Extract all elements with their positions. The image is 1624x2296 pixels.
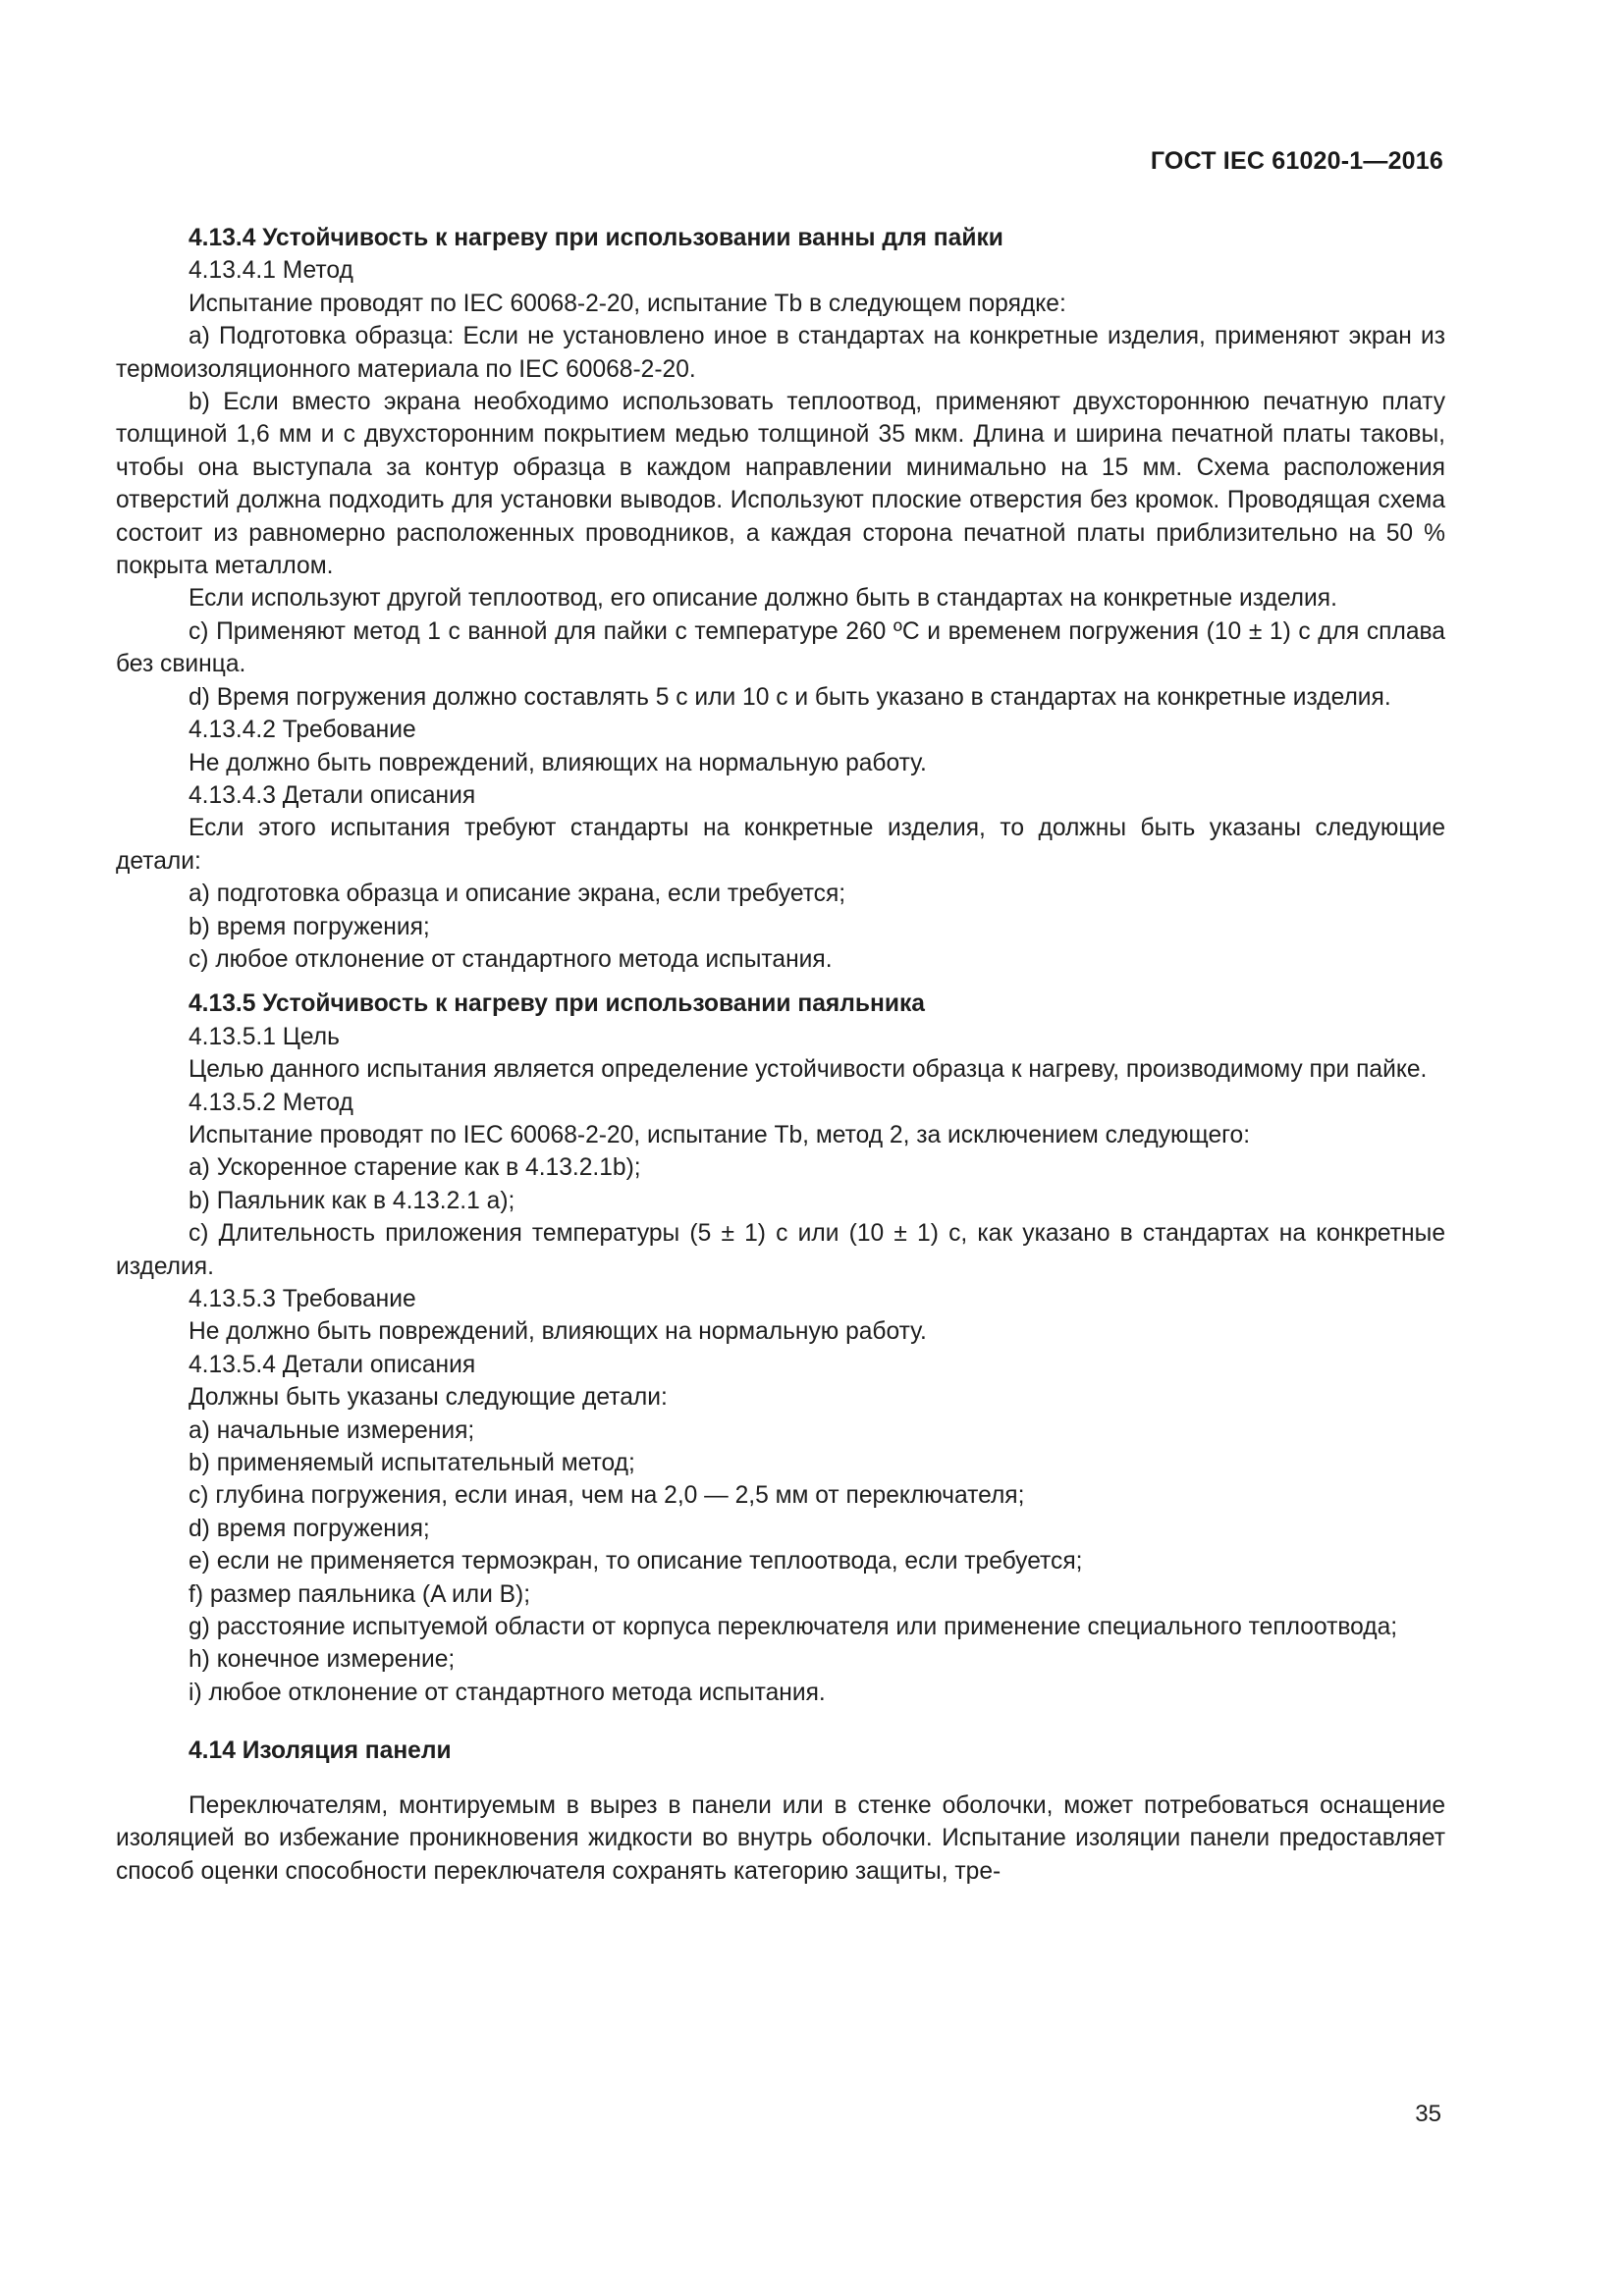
heading-4-14: 4.14 Изоляция панели	[189, 1737, 452, 1765]
paragraph: Испытание проводят по IEC 60068-2-20, испытание Tb, метод 2, за исключением следующего:	[189, 1121, 1251, 1148]
list-item: c) Длительность приложения температуры (5 ± 1) с или (10 ± 1) с, как указано в стандартах на конкретные изделия.	[116, 1220, 1445, 1280]
list-item: c) любое отклонение от стандартного метода испытания.	[189, 945, 833, 973]
clause-4-13-5-2: 4.13.5.2 Метод	[189, 1089, 353, 1116]
paragraph: Должны быть указаны следующие детали:	[189, 1384, 668, 1412]
clause-4-13-5-3: 4.13.5.3 Требование	[189, 1286, 416, 1312]
list-item: a) подготовка образца и описание экрана, если требуется;	[189, 881, 846, 908]
heading-4-13-4: 4.13.4 Устойчивость к нагреву при использовании ванны для пайки	[189, 225, 1003, 251]
page-number: 35	[1415, 2101, 1441, 2127]
list-item: f) размер паяльника (A или B);	[189, 1580, 531, 1608]
paragraph: Испытание проводят по IEC 60068-2-20, испытание Tb в следующем порядке:	[189, 290, 1066, 317]
document-code-header: ГОСТ IEC 61020-1—2016	[1150, 147, 1443, 175]
paragraph: Если этого испытания требуют стандарты на конкретные изделия, то должны быть указаны следующие детали:	[116, 815, 1445, 875]
list-item: a) начальные измерения;	[189, 1416, 475, 1444]
paragraph: Переключателям, монтируемым в вырез в панели или в стенке оболочки, может потребоваться оснащение изоляцией во избежание проникновения жидкости во внутрь оболочки. Испытание изоляции панели предоставляет способ оценки способности переключателя сохранять категорию защиты, тре-	[116, 1791, 1445, 1885]
paragraph: Не должно быть повреждений, влияющих на нормальную работу.	[189, 749, 927, 776]
list-item: d) Время погружения должно составлять 5 с или 10 с и быть указано в стандартах на конкретные изделия.	[189, 683, 1391, 711]
paragraph: Целью данного испытания является определение устойчивости образца к нагреву, производимому при пайке.	[189, 1056, 1428, 1084]
list-item: b) Паяльник как в 4.13.2.1 a);	[189, 1187, 515, 1214]
list-item: a) Подготовка образца: Если не установлено иное в стандартах на конкретные изделия, применяют экран из термоизоляционного материала по IEC 60068-2-20.	[116, 323, 1445, 383]
list-item: c) Применяют метод 1 с ванной для пайки с температуре 260 ºC и временем погружения (10 ± 1) с для сплава без свинца.	[116, 617, 1445, 678]
clause-4-13-4-3: 4.13.4.3 Детали описания	[189, 781, 476, 809]
heading-4-13-5: 4.13.5 Устойчивость к нагреву при использовании паяльника	[189, 990, 925, 1018]
list-item: g) расстояние испытуемой области от корпуса переключателя или применение специального теплоотвода;	[189, 1614, 1398, 1641]
list-item: h) конечное измерение;	[189, 1646, 456, 1674]
list-item: b) Если вместо экрана необходимо использовать теплоотвод, применяют двухстороннюю печатную плату толщиной 1,6 мм и с двухсторонним покрытием медью толщиной 35 мкм. Длина и ширина печатной платы таковы, чтобы она выступала за контур образца в каждом направлении минимально на 15 мм. Схема расположения отверстий должна подходить для установки выводов. Используют плоские отверстия без кромок. Проводящая схема состоит из равномерно расположенных проводников, а каждая сторона печатной платы приблизительно на 50 % покрыта металлом.	[116, 389, 1445, 580]
list-item: c) глубина погружения, если иная, чем на 2,0 — 2,5 мм от переключателя;	[189, 1482, 1025, 1510]
list-item: d) время погружения;	[189, 1515, 430, 1542]
clause-4-13-5-4: 4.13.5.4 Детали описания	[189, 1351, 476, 1378]
paragraph: Если используют другой теплоотвод, его описание должно быть в стандартах на конкретные изделия.	[189, 585, 1337, 613]
list-item: e) если не применяется термоэкран, то описание теплоотвода, если требуется;	[189, 1548, 1083, 1575]
paragraph: Не должно быть повреждений, влияющих на нормальную работу.	[189, 1318, 927, 1346]
clause-4-13-4-1: 4.13.4.1 Метод	[189, 257, 353, 285]
clause-4-13-5-1: 4.13.5.1 Цель	[189, 1023, 340, 1050]
list-item: a) Ускоренное старение как в 4.13.2.1b);	[189, 1154, 641, 1182]
clause-4-13-4-2: 4.13.4.2 Требование	[189, 717, 416, 744]
document-body	[116, 222, 1445, 1888]
list-item: b) применяемый испытательный метод;	[189, 1450, 635, 1477]
list-item: i) любое отклонение от стандартного метода испытания.	[189, 1679, 826, 1706]
list-item: b) время погружения;	[189, 913, 430, 940]
